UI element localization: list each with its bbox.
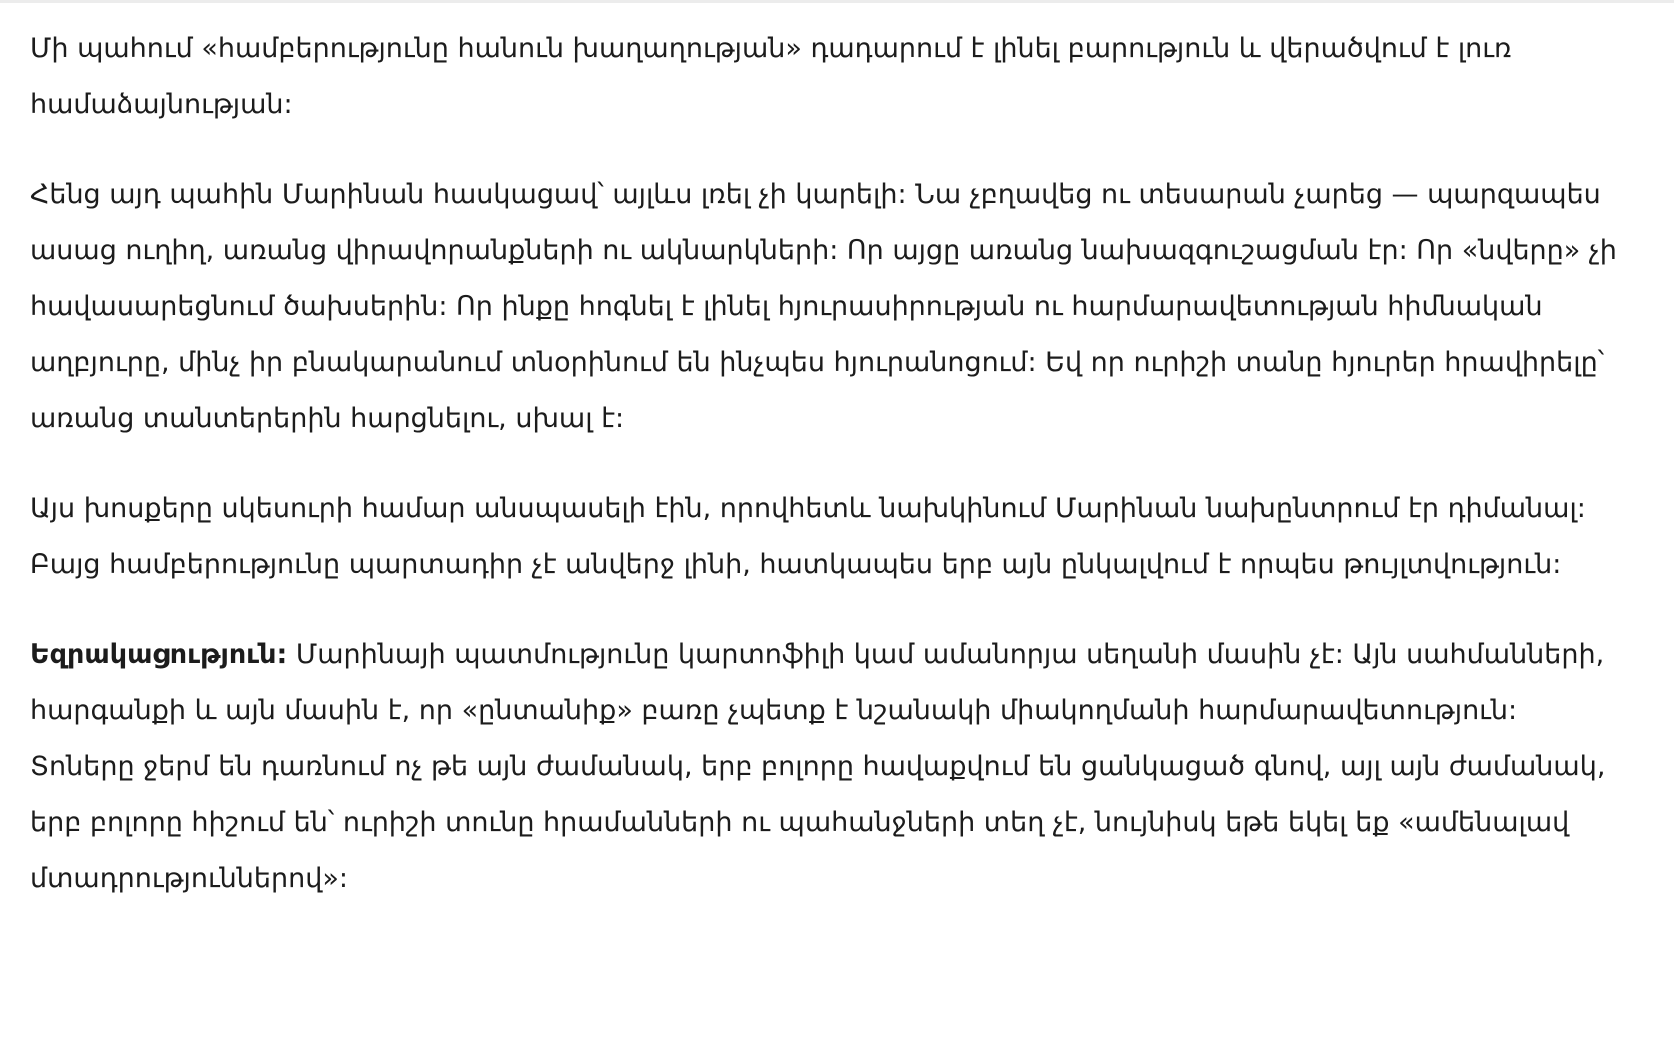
paragraph-1: [30, 21, 1630, 133]
article-body: [30, 21, 1630, 907]
top-divider: [0, 0, 1674, 3]
paragraph-1-text: Մի պահում «համբերությունը հանուն խաղաղության» դադարում է լինել բարություն և վերածվում է լուռ համաձայնության:: [30, 33, 1512, 120]
conclusion-paragraph: [30, 627, 1630, 907]
paragraph-3-text: Այս խոսքերը սկեսուրի համար անսպասելի էին, որովհետև նախկինում Մարինան նախընտրում էր դիմանալ: Բայց համբերությունը պարտադիր չէ անվերջ լինի, հատկապես երբ այն ընկալվում է որպես թույլտվություն:: [30, 493, 1586, 580]
paragraph-2: [30, 167, 1630, 447]
conclusion-text: Մարինայի պատմությունը կարտոֆիլի կամ ամանորյա սեղանի մասին չէ: Այն սահմանների, հարգանքի և այն մասին է, որ «ընտանիք» բառը չպետք է նշանակի միակողմանի հարմարավետություն: Տոները ջերմ են դառնում ոչ թե այն ժամանակ, երբ բոլորը հավաքվում են ցանկացած գնով, այլ այն ժամանակ, երբ բոլորը հիշում են՝ ուրիշի տունը հրամանների ու պահանջների տեղ չէ, նույնիսկ եթե եկել եք «ամենալավ մտադրություններով»:: [30, 639, 1606, 894]
paragraph-3: [30, 481, 1630, 593]
conclusion-lead: Եզրակացություն:: [30, 639, 288, 670]
paragraph-2-text: Հենց այդ պահին Մարինան հասկացավ՝ այլևս լռել չի կարելի: Նա չբղավեց ու տեսարան չարեց — պարզապես ասաց ուղիղ, առանց վիրավորանքների ու ակնարկների: Որ այցը առանց նախազգուշացման էր: Որ «նվերը» չի հավասարեցնում ծախսերին: Որ ինքը հոգնել է լինել հյուրասիրության ու հարմարավետության հիմնական աղբյուրը, մինչ իր բնակարանում տնօրինում են ինչպես հյուրանոցում: Եվ որ ուրիշի տանը հյուրեր հրավիրելը՝ առանց տանտերերին հարցնելու, սխալ է:: [30, 179, 1617, 434]
